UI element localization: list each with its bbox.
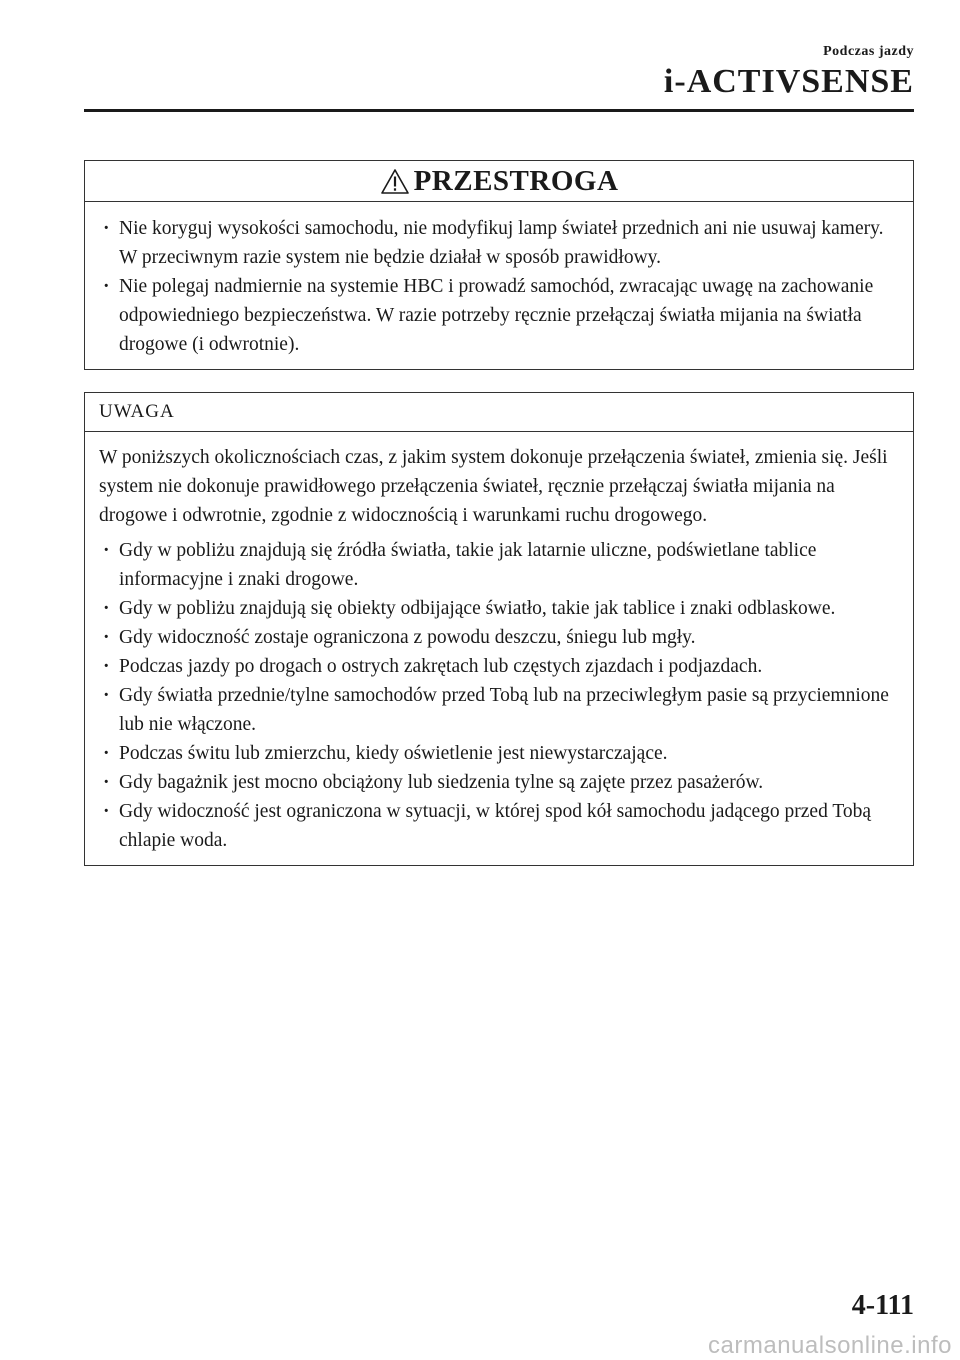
- note-body: [85, 432, 913, 865]
- note-item: · Gdy w pobliżu znajdują się obiekty odbijające światło, takie jak tablice i znaki odblaskowe.: [99, 594, 895, 623]
- warning-triangle-icon: [380, 168, 410, 195]
- note-item: · Gdy światła przednie/tylne samochodów przed Tobą lub na przeciwległym pasie są przyciemnione lub nie włączone.: [99, 681, 895, 739]
- caution-list: [99, 214, 895, 359]
- note-item: · Gdy bagażnik jest mocno obciążony lub siedzenia tylne są zajęte przez pasażerów.: [99, 768, 895, 797]
- note-box: [84, 392, 914, 866]
- note-item: · Gdy widoczność zostaje ograniczona z powodu deszczu, śniegu lub mgły.: [99, 623, 895, 652]
- header-divider: [84, 109, 914, 112]
- note-item: · Podczas jazdy po drogach o ostrych zakrętach lub częstych zjazdach i podjazdach.: [99, 652, 895, 681]
- note-item: · Gdy widoczność jest ograniczona w sytuacji, w której spod kół samochodu jadącego przed Tobą chlapie woda.: [99, 797, 895, 855]
- caution-header: [85, 161, 913, 202]
- caution-title: PRZESTROGA: [413, 164, 619, 197]
- note-item: · Podczas świtu lub zmierzchu, kiedy oświetlenie jest niewystarczające.: [99, 739, 895, 768]
- watermark-text: carmanualsonline.info: [708, 1332, 952, 1359]
- caution-item: · Nie polegaj nadmiernie na systemie HBC i prowadź samochód, zwracając uwagę na zachowanie odpowiedniego bezpieczeństwa. W razie potrzeby ręcznie przełączaj światła mijania na światła drogowe (i odwrotnie).: [99, 272, 895, 359]
- note-item: · Gdy w pobliżu znajdują się źródła światła, takie jak latarnie uliczne, podświetlane tablice informacyjne i znaki drogowe.: [99, 536, 895, 594]
- note-list: [99, 536, 895, 855]
- caution-body: [85, 202, 913, 369]
- chapter-title: i-ACTIVSENSE: [663, 63, 914, 100]
- page-number: 4-111: [851, 1290, 914, 1321]
- note-header: [85, 393, 913, 432]
- section-heading: Podczas jazdy: [823, 44, 914, 59]
- note-title: UWAGA: [99, 401, 175, 422]
- caution-box: [84, 160, 914, 370]
- note-intro: W poniższych okolicznościach czas, z jakim system dokonuje przełączenia świateł, zmienia się. Jeśli system nie dokonuje prawidłowego przełączenia świateł, ręcznie przełączaj światła mijania na drogowe i odwrotnie, zgodnie z widocznością i warunkami ruchu drogowego.: [99, 447, 888, 526]
- caution-item: · Nie koryguj wysokości samochodu, nie modyfikuj lamp świateł przednich ani nie usuwaj kamery. W przeciwnym razie system nie będzie działał w sposób prawidłowy.: [99, 214, 895, 272]
